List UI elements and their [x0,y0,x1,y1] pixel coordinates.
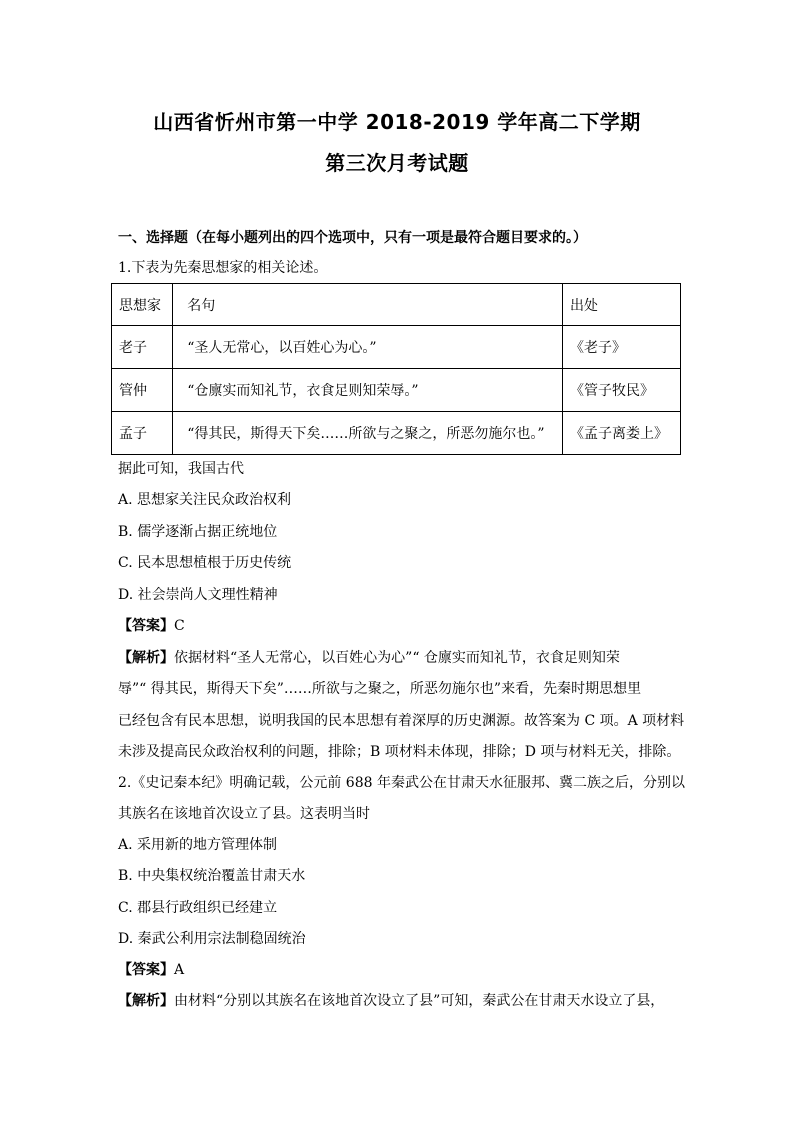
analysis-text: 由材料“分别以其族名在该地首次设立了县”可知，秦武公在甘肃天水设立了县， [174,993,665,1009]
question-2-stem-line-2: 其族名在该地首次设立了县。这表明当时 [118,806,370,822]
table-row [112,369,681,412]
table-row [112,412,681,455]
table-cell: “得其民，斯得天下矣……所欲与之聚之，所恶勿施尔也。” [173,412,563,455]
table-header-cell: 出处 [563,284,681,326]
table-cell: 管仲 [112,369,173,412]
question-2-option-b: B. 中央集权统治覆盖甘肃天水 [118,868,306,884]
table-cell: “仓廪实而知礼节，衣食足则知荣辱。” [173,369,563,412]
table-cell: 《管子牧民》 [563,369,681,412]
table-cell: 老子 [112,326,173,369]
answer-value: C [174,618,185,634]
question-1-analysis-line-4: 未涉及提高民众政治权利的问题，排除；B 项材料未体现，排除；D 项与材料无关，排除。 [118,744,681,760]
table-header-row [112,284,681,326]
question-2-option-a: A. 采用新的地方管理体制 [118,837,278,853]
table-header-cell: 思想家 [112,284,173,326]
thinkers-table [111,283,681,455]
answer-label: 【答案】 [118,618,174,634]
table-cell: 《孟子离娄上》 [563,412,681,455]
answer-value: A [174,962,185,978]
question-1-prompt: 据此可知，我国古代 [118,461,244,477]
document-title-line2: 第三次月考试题 [325,151,469,175]
question-1-option-c: C. 民本思想植根于历史传统 [118,555,292,571]
question-1-option-a: A. 思想家关注民众政治权利 [118,492,292,508]
table-row [112,326,681,369]
answer-label: 【答案】 [118,962,174,978]
section-heading: 一、选择题（在每小题列出的四个选项中，只有一项是最符合题目要求的。） [118,230,587,246]
question-1-option-b: B. 儒学逐渐占据正统地位 [118,524,278,540]
question-1-analysis-line-1 [118,648,688,668]
question-2-option-d: D. 秦武公利用宗法制稳固统治 [118,931,306,947]
question-2-stem-line-1: 2.《史记秦本纪》明确记载，公元前 688 年秦武公在甘肃天水征服邦、冀二族之后，分别以 [118,775,685,791]
document-title-line1: 山西省忻州市第一中学 2018-2019 学年高二下学期 [153,110,641,134]
table-cell: “圣人无常心，以百姓心为心。” [173,326,563,369]
question-1-answer [118,616,688,636]
question-1-stem: 1.下表为先秦思想家的相关论述。 [118,260,328,276]
question-2-answer [118,960,688,980]
analysis-text: 依据材料“圣人无常心，以百姓心为心”“ 仓廪实而知礼节，衣食足则知荣 [174,650,620,666]
question-2-analysis-line-1 [118,991,688,1011]
question-1-analysis-line-2: 辱”“ 得其民，斯得天下矣”……所欲与之聚之，所恶勿施尔也”来看，先秦时期思想里 [118,681,642,697]
question-1-option-d: D. 社会崇尚人文理性精神 [118,587,278,603]
question-2-option-c: C. 郡县行政组织已经建立 [118,900,278,916]
analysis-label: 【解析】 [118,650,174,666]
table-cell: 孟子 [112,412,173,455]
table-header-cell: 名句 [173,284,563,326]
table-cell: 《老子》 [563,326,681,369]
question-1-analysis-line-3: 已经包含有民本思想，说明我国的民本思想有着深厚的历史渊源。故答案为 C 项。A 项材料 [118,713,685,729]
analysis-label: 【解析】 [118,993,174,1009]
